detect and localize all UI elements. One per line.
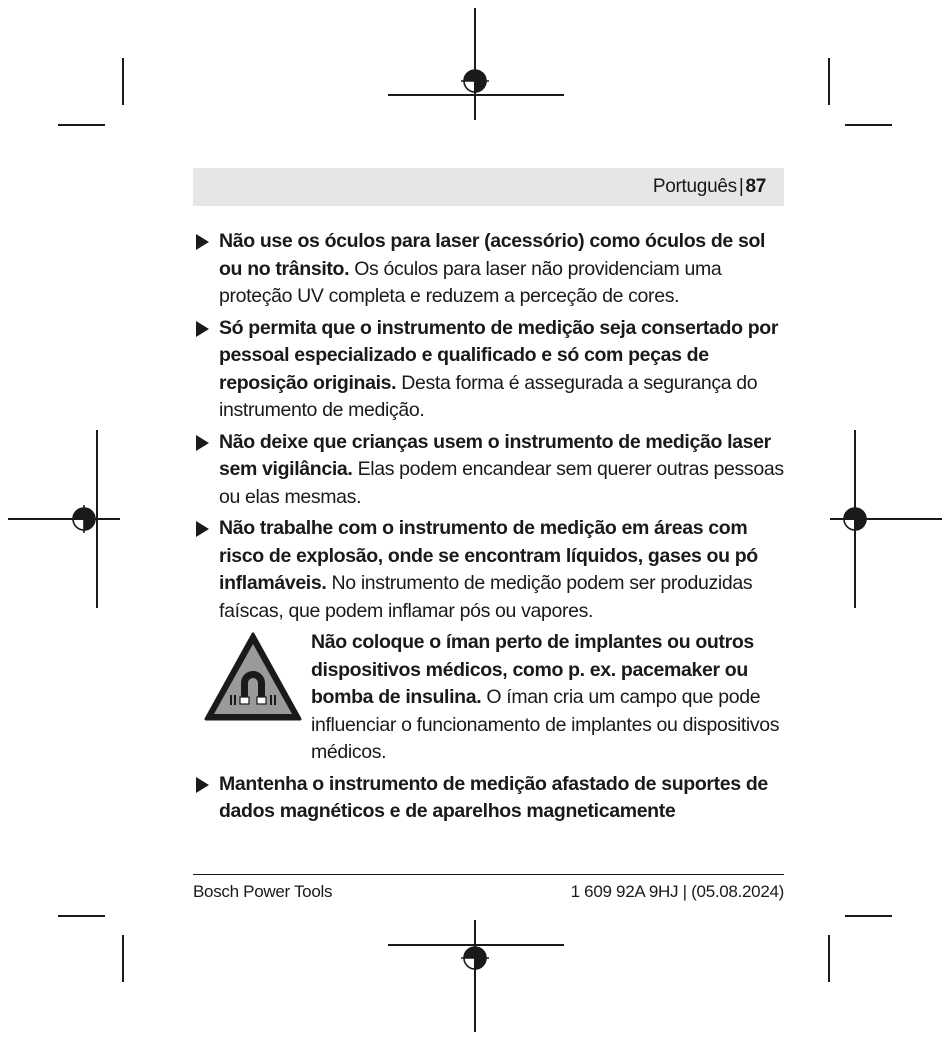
warning-text: O íman cria um campo que pode influenciar o funcionamento de implantes ou dispositivos médicos. — [311, 686, 780, 763]
crop-mark-top-left-h — [58, 124, 105, 126]
page-footer — [193, 874, 784, 901]
footer-doc-id: 1 609 92A 9HJ | (05.08.2024) — [570, 882, 784, 901]
crop-mark-top-right-h — [845, 124, 892, 126]
bullet-triangle-icon — [196, 521, 209, 537]
list-item — [193, 315, 793, 425]
crop-mark-bottom-center-v — [474, 920, 476, 1032]
registration-mark-icon — [841, 505, 869, 533]
footer-brand: Bosch Power Tools — [193, 882, 333, 901]
bullet-triangle-icon — [196, 321, 209, 337]
item-bold-text: Mantenha o instrumento de medição afastado de suportes de dados magnéticos e de aparelhos magneticamente — [219, 772, 768, 822]
item-bold-text: Não deixe que crianças usem o instrumento de medição laser sem vigilância. — [219, 430, 771, 480]
item-bold-text: Só permita que o instrumento de medição seja consertado por pessoal especializado e qualificado e só com peças de reposição originais. — [219, 316, 779, 394]
page-header — [193, 168, 784, 206]
magnet-warning — [193, 629, 793, 767]
registration-mark-icon — [461, 67, 489, 95]
item-bold-text: Não use os óculos para laser (acessório) como óculos de sol ou no trânsito. — [219, 230, 766, 280]
item-text: Os óculos para laser não providenciam uma proteção UV completa e reduzem a perceção de cores. — [219, 257, 722, 307]
crop-mark-top-right-v — [828, 58, 830, 105]
crop-mark-top-left-v — [122, 58, 124, 105]
crop-mark-left-h — [8, 518, 120, 520]
list-item — [193, 515, 793, 625]
safety-instructions — [193, 228, 793, 830]
list-item — [193, 228, 793, 311]
item-bold-text: Não trabalhe com o instrumento de medição em áreas com risco de explosão, onde se encontram líquidos, gases ou pó inflamáveis. — [219, 517, 758, 594]
crop-mark-top-center-v — [474, 8, 476, 120]
registration-mark-icon — [461, 944, 489, 972]
item-text: Elas podem encandear sem querer outras pessoas ou elas mesmas. — [219, 458, 784, 508]
list-item — [193, 429, 793, 512]
warning-bold-text: Não coloque o íman perto de implantes ou outros dispositivos médicos, como p. ex. pacemaker ou bomba de insulina. — [311, 631, 754, 708]
crop-mark-bottom-left-v — [122, 935, 124, 982]
bullet-triangle-icon — [196, 234, 209, 250]
item-text: No instrumento de medição podem ser produzidas faíscas, que podem inflamar pós ou vapores. — [219, 572, 753, 622]
list-item — [193, 771, 793, 826]
header-language: Português — [652, 176, 737, 197]
item-text: Desta forma é assegurada a segurança do instrumento de medição. — [219, 371, 758, 421]
crop-mark-bottom-right-h — [845, 915, 892, 917]
bullet-triangle-icon — [196, 777, 209, 793]
magnet-warning-icon — [203, 631, 303, 723]
registration-mark-icon — [70, 505, 98, 533]
crop-mark-bottom-right-v — [828, 935, 830, 982]
crop-mark-bottom-left-h — [58, 915, 105, 917]
page-number: 87 — [745, 176, 766, 197]
header-separator: | — [738, 176, 744, 197]
header-text — [653, 175, 766, 199]
bullet-triangle-icon — [196, 435, 209, 451]
